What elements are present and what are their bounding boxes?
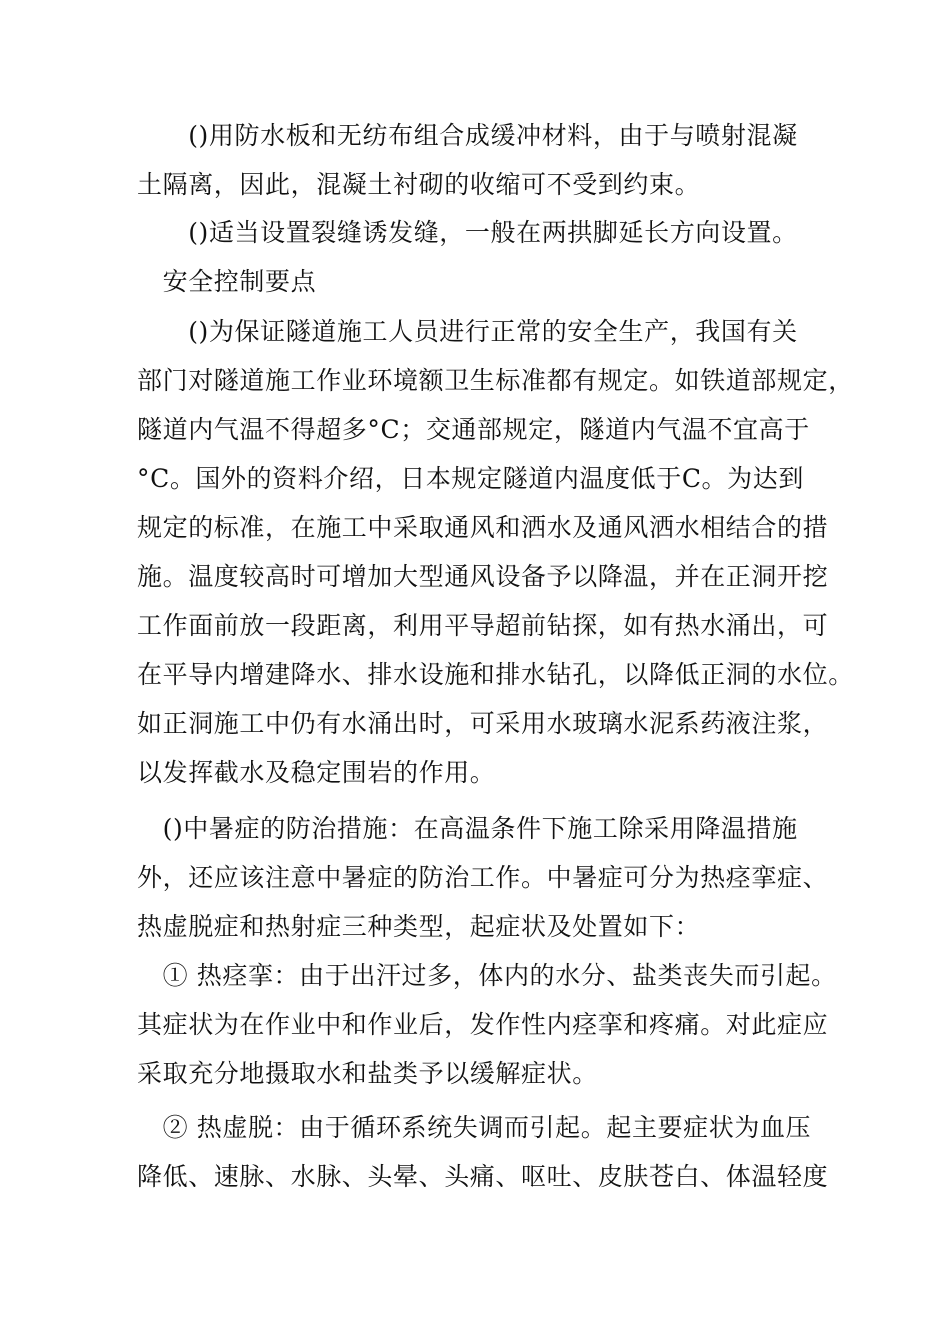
text-line: 土隔离，因此，混凝土衬砌的收缩可不受到约束。	[137, 170, 701, 199]
text-line: 外，还应该注意中暑症的防治工作。中暑症可分为热痉挛症、	[137, 863, 829, 892]
text-line: 降低、速脉、水脉、头晕、头痛、呕吐、皮肤苍白、体温轻度	[137, 1162, 829, 1191]
text-line: 采取充分地摄取水和盐类予以缓解症状。	[137, 1059, 598, 1088]
text-line: 以发挥截水及稳定围岩的作用。	[137, 758, 496, 787]
text-line: 其症状为在作业中和作业后，发作性内痉挛和疼痛。对此症应	[137, 1010, 829, 1039]
text-line: 规定的标准，在施工中采取通风和洒水及通风洒水相结合的措	[137, 513, 829, 542]
text-line: ① 热痉挛：由于出汗过多，体内的水分、盐类丧失而引起。	[137, 961, 837, 990]
text-line: °C。国外的资料介绍，日本规定隧道内温度低于C。为达到	[137, 464, 804, 493]
text-line: 在平导内增建降水、排水设施和排水钻孔，以降低正洞的水位。	[137, 660, 854, 689]
text-line: 工作面前放一段距离，利用平导超前钻探，如有热水涌出，可	[137, 611, 829, 640]
text-line: ()中暑症的防治措施：在高温条件下施工除采用降温措施	[137, 814, 798, 843]
text-line: ② 热虚脱：由于循环系统失调而引起。起主要症状为血压	[137, 1113, 812, 1142]
text-line: 热虚脱症和热射症三种类型，起症状及处置如下：	[137, 912, 701, 941]
text-line: ()适当设置裂缝诱发缝，一般在两拱脚延长方向设置。	[137, 218, 798, 247]
text-line: ()为保证隧道施工人员进行正常的安全生产，我国有关	[137, 317, 798, 346]
text-line: 部门对隧道施工作业环境额卫生标准都有规定。如铁道部规定，	[137, 366, 854, 395]
text-line: 隧道内气温不得超多°C；交通部规定，隧道内气温不宜高于	[137, 415, 810, 444]
text-line: 如正洞施工中仍有水涌出时，可采用水玻璃水泥系药液注浆，	[137, 709, 829, 738]
section-heading: 安全控制要点	[137, 267, 317, 296]
text-line: ()用防水板和无纺布组合成缓冲材料，由于与喷射混凝	[137, 121, 798, 150]
text-line: 施。温度较高时可增加大型通风设备予以降温，并在正洞开挖	[137, 562, 829, 591]
